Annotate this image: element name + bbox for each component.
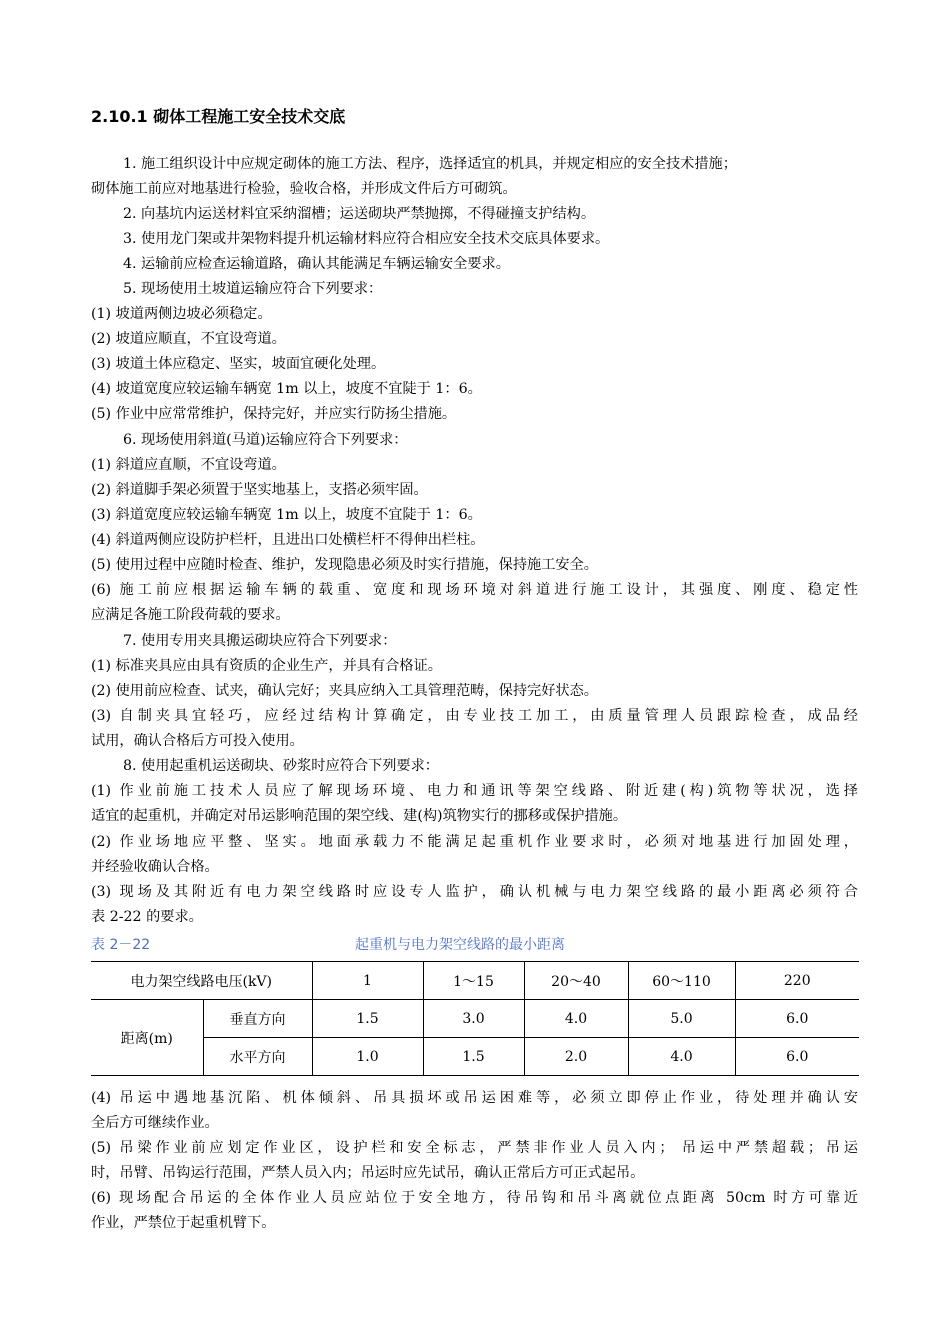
text-line: (6) 现场配合吊运的全体作业人员应站位于安全地方，待吊钩和吊斗离就位点距离 50cm 时方可靠近 bbox=[91, 1190, 858, 1206]
text-line: (3) 斜道宽度应较运输车辆宽 1m 以上，坡度不宜陡于 1：6。 bbox=[91, 507, 482, 523]
text-line: (1) 斜道应直顺，不宜设弯道。 bbox=[91, 457, 286, 473]
text-line: (3) 自制夹具宜轻巧，应经过结构计算确定，由专业技工加工，由质量管理人员跟踪检查，成品经 bbox=[91, 708, 858, 724]
header-voltage-label: 电力架空线路电压(kV) bbox=[91, 962, 312, 1000]
text-line: (6) 施工前应根据运输车辆的载重、宽度和现场环境对斜道进行施工设计，其强度、刚度、稳定性 bbox=[91, 582, 858, 598]
table-cell: 1.5 bbox=[423, 1038, 524, 1076]
table-cell: 1 bbox=[312, 962, 423, 1000]
table-cell: 2.0 bbox=[524, 1038, 628, 1076]
text-line: 砌体施工前应对地基进行检验，验收合格，并形成文件后方可砌筑。 bbox=[91, 181, 517, 197]
text-line: (1) 标准夹具应由具有资质的企业生产，并具有合格证。 bbox=[91, 658, 442, 674]
text-line: 4. 运输前应检查运输道路，确认其能满足车辆运输安全要求。 bbox=[123, 256, 510, 272]
text-line: (1) 坡道两侧边坡必须稳定。 bbox=[91, 306, 272, 322]
text-line: 2. 向基坑内运送材料宜采纳溜槽；运送砌块严禁抛掷，不得碰撞支护结构。 bbox=[123, 206, 596, 222]
table-cell: 1.5 bbox=[312, 1000, 423, 1038]
table-cell: 3.0 bbox=[423, 1000, 524, 1038]
text-line: (4) 吊运中遇地基沉陷、机体倾斜、吊具损坏或吊运困难等，必须立即停止作业，待处理并确认安 bbox=[91, 1090, 858, 1106]
text-line: 5. 现场使用土坡道运输应符合下列要求： bbox=[123, 281, 383, 297]
text-line: 试用，确认合格后方可投入使用。 bbox=[91, 733, 304, 749]
distance-table bbox=[91, 961, 859, 1076]
text-line: 表 2-22 的要求。 bbox=[91, 909, 203, 925]
row-label: 垂直方向 bbox=[203, 1000, 312, 1038]
text-line: (5) 使用过程中应随时检查、维护，发现隐患必须及时实行措施，保持施工安全。 bbox=[91, 557, 598, 573]
text-line: 3. 使用龙门架或井架物料提升机运输材料应符合相应安全技术交底具体要求。 bbox=[123, 231, 610, 247]
row-label: 水平方向 bbox=[203, 1038, 312, 1076]
table-header-row bbox=[91, 962, 859, 1000]
text-line: 应满足各施工阶段荷载的要求。 bbox=[91, 607, 290, 623]
text-line: (2) 斜道脚手架必须置于坚实地基上，支搭必须牢固。 bbox=[91, 482, 428, 498]
text-line: (2) 使用前应检查、试夹，确认完好；夹具应纳入工具管理范畴，保持完好状态。 bbox=[91, 683, 598, 699]
text-line: 全后方可继续作业。 bbox=[91, 1115, 219, 1131]
text-line: (3) 现场及其附近有电力架空线路时应设专人监护，确认机械与电力架空线路的最小距离必须符合 bbox=[91, 884, 858, 900]
text-line: (3) 坡道土体应稳定、坚实，坡面宜硬化处理。 bbox=[91, 356, 386, 372]
table-cell: 1～15 bbox=[423, 962, 524, 1000]
table-cell: 220 bbox=[735, 962, 859, 1000]
distance-group-label: 距离(m) bbox=[91, 1000, 203, 1076]
table-caption-title: 起重机与电力架空线路的最小距离 bbox=[355, 937, 565, 953]
table-cell: 4.0 bbox=[628, 1038, 735, 1076]
text-line: 时，吊臂、吊钩运行范围，严禁人员入内；吊运时应先试吊，确认正常后方可正式起吊。 bbox=[91, 1165, 645, 1181]
text-line: 7. 使用专用夹具搬运砌块应符合下列要求： bbox=[123, 633, 397, 649]
text-line: (1) 作业前施工技术人员应了解现场环境、电力和通讯等架空线路、附近建(构)筑物等状况，选择 bbox=[91, 783, 858, 799]
text-line: (5) 吊梁作业前应划定作业区，设护栏和安全标志，严禁非作业人员入内； 吊运中严禁超载；吊运 bbox=[91, 1140, 858, 1156]
table-cell: 4.0 bbox=[524, 1000, 628, 1038]
text-line: 1. 施工组织设计中应规定砌体的施工方法、程序，选择适宜的机具，并规定相应的安全技术措施； bbox=[123, 156, 737, 172]
text-line: 并经验收确认合格。 bbox=[91, 859, 219, 875]
text-line: 6. 现场使用斜道(马道)运输应符合下列要求： bbox=[123, 432, 408, 448]
table-caption-id: 表 2－22 bbox=[91, 937, 151, 953]
table-cell: 5.0 bbox=[628, 1000, 735, 1038]
text-line: 8. 使用起重机运送砌块、砂浆时应符合下列要求： bbox=[123, 758, 439, 774]
text-line: (4) 斜道两侧应设防护栏杆，且进出口处横栏杆不得伸出栏柱。 bbox=[91, 532, 485, 548]
text-line: (2) 作业场地应平整、坚实。地面承载力不能满足起重机作业要求时，必须对地基进行加固处理， bbox=[91, 834, 858, 850]
table-cell: 60～110 bbox=[628, 962, 735, 1000]
table-row bbox=[91, 1038, 859, 1076]
table-cell: 6.0 bbox=[735, 1038, 859, 1076]
text-line: (5) 作业中应常常维护，保持完好，并应实行防扬尘措施。 bbox=[91, 406, 457, 422]
table-cell: 1.0 bbox=[312, 1038, 423, 1076]
text-line: (2) 坡道应顺直，不宜设弯道。 bbox=[91, 331, 286, 347]
section-title: 2.10.1 砌体工程施工安全技术交底 bbox=[91, 107, 346, 126]
text-line: 作业，严禁位于起重机臂下。 bbox=[91, 1215, 276, 1231]
table-row bbox=[91, 1000, 859, 1038]
table-cell: 20～40 bbox=[524, 962, 628, 1000]
table-cell: 6.0 bbox=[735, 1000, 859, 1038]
text-line: 适宜的起重机，并确定对吊运影响范围的架空线、建(构)筑物实行的挪移或保护措施。 bbox=[91, 808, 628, 824]
text-line: (4) 坡道宽度应较运输车辆宽 1m 以上，坡度不宜陡于 1：6。 bbox=[91, 381, 482, 397]
